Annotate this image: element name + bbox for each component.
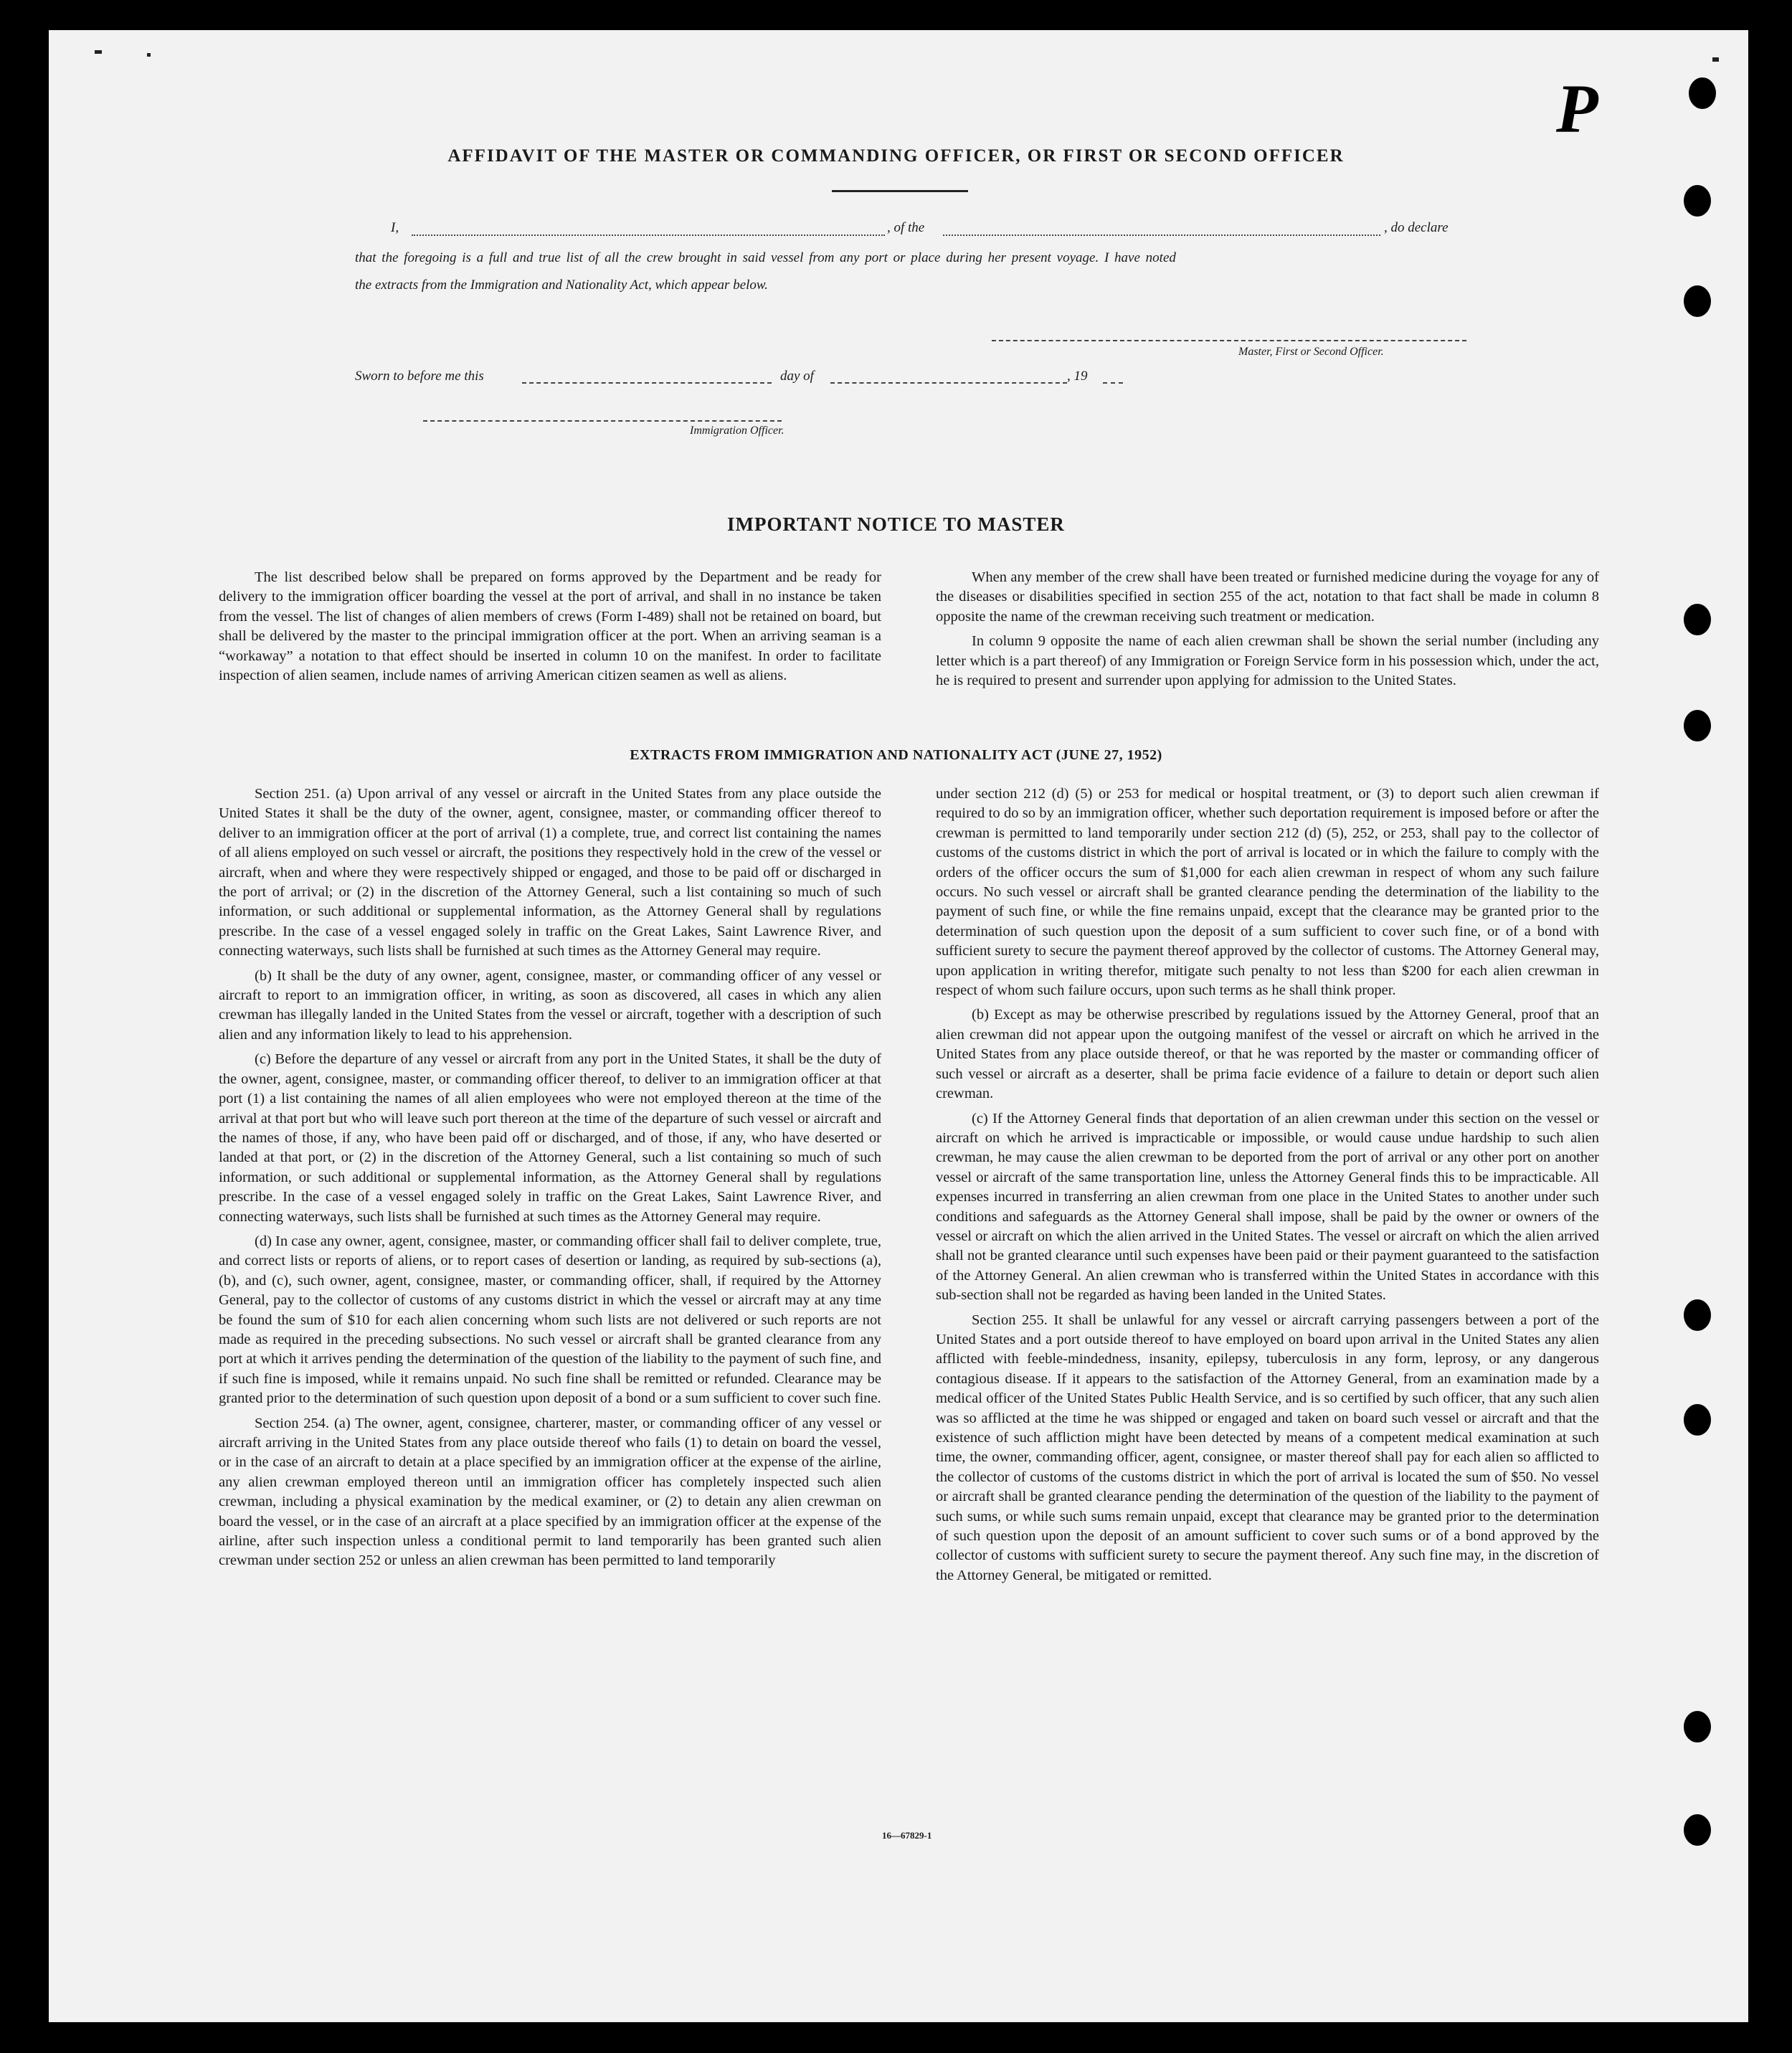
affidavit-i-label: I, — [391, 220, 399, 235]
affidavit-declare-label: , do declare — [1384, 220, 1449, 235]
extract-paragraph: Section 255. It shall be unlawful for any vessel or aircraft carrying passengers between a port of the United States and a port outside thereof to have employed on board upon arrival in the United States any alien afflicted with feeble-mindedness, insanity, epilepsy, tuberculosis in any form, leprosy, or any dangerous contagious disease. If it appears to the satisfaction of the Attorney General, from an examination made by a medical officer of the United States Public Health Service, and is so certified by such officer, that any such alien was so afflicted at the time he was shipped or engaged and taken on board such vessel or aircraft and that the existence of such affliction might have been detected by means of a competent medical examination at such time, the owner, commanding officer, agent, consignee, or master thereof shall pay for each alien so afflicted to the collector of customs of the customs district in which the port of arrival is located the sum of $50. No vessel or aircraft shall be granted clearance pending the determination of the question of the liability to the payment of such sums, or while such sums remain unpaid, except that clearance may be granted prior to the determination of such question upon the deposit of an amount sufficient to cover such sums or of a bond approved by the collector of customs with sufficient surety to secure the payment thereof. Any such fine may, in the discretion of the Attorney General, be mitigated or remitted. — [936, 1312, 1599, 1583]
notice-paragraph: In column 9 opposite the name of each alien crewman shall be shown the serial number (including any letter which is a part thereof) of any Immigration or Foreign Service form in his possession which, under the act, he is required to present and surrender upon applying for admission to the United States. — [936, 633, 1599, 689]
form-code: 16—67829-1 — [882, 1830, 932, 1841]
sworn-label: Sworn to before me this — [355, 369, 484, 384]
scan-speck — [147, 53, 151, 57]
sworn-day-field[interactable] — [522, 382, 772, 384]
affidavit-statement-line: that the foregoing is a full and true list of all the crew brought in said vessel from any port or place during her present voyage. I have noted — [355, 250, 1176, 265]
extract-paragraph: (c) Before the departure of any vessel or aircraft from any port in the United States, it shall be the duty of the owner, agent, consignee, master, or commanding officer thereof, to deliver to an immigration officer at that port (1) a list containing the names of all alien employees who were not employed thereon at the time of the arrival at that port but who will leave such port thereon at the time of the departure of such vessel or aircraft and the names of those, if any, who have been paid off or discharged, and of those, if any, who have deserted or landed at that port, or (2) in the discretion of the Attorney General, such a list containing so much of such information, or such additional or supplemental information, as the Attorney General shall by regulations prescribe. In the case of a vessel engaged solely in traffic on the Great Lakes, Saint Lawrence River, and connecting waterways, such lists shall be furnished at such times as the Attorney General may require. — [219, 1051, 881, 1225]
extract-paragraph: Section 254. (a) The owner, agent, consignee, charterer, master, or commanding officer of any vessel or aircraft arriving in the United States from any place outside thereof who fails (1) to detain on board the vessel, or in the case of an aircraft to detain at a place specified by an immigration officer at the expense of the airline, any alien crewman employed thereon until an immigration officer has completely inspected such alien crewman, including a physical examination by the medical examiner, or (2) to detain any alien crewman on board the vessel, or in the case of an aircraft at a place specified by an immigration officer at the expense of the airline, after such inspection unless a conditional permit to land temporarily has been granted such alien crewman under section 252 or unless an alien crewman has been permitted to land temporarily — [219, 1415, 881, 1569]
extract-paragraph: under section 212 (d) (5) or 253 for medical or hospital treatment, or (3) to deport such alien crewman if required to do so by an immigration officer, whether such deportation requirement is imposed before or after the crewman is permitted to land temporarily under section 212 (d) (5), 252, or 253, shall pay to the collector of customs of the customs district in which the port of arrival is located or in which the failure to comply with the orders of the officer occurs the sum of $1,000 for each alien crewman in respect of whom any such failure occurs. No such vessel or aircraft shall be granted clearance pending the determination of the liability to the payment of such fine, or while the fine remains unpaid, except that the clearance may be granted prior to the determination of such question upon the deposit of a sum sufficient to cover such fine, or of a bond with sufficient surety to secure the payment thereof approved by the collector of customs. The Attorney General may, upon application in writing therefor, mitigate such penalty to not less than $200 for each alien crewman in respect of whom such failure occurs, upon such terms as he shall think proper. — [936, 786, 1599, 999]
day-of-label: day of — [780, 369, 814, 384]
punch-hole — [1684, 1814, 1711, 1846]
punch-hole — [1684, 604, 1711, 635]
punch-hole — [1684, 185, 1711, 217]
vessel-name-field[interactable] — [943, 234, 1380, 236]
year-prefix-label: , 19 — [1067, 369, 1088, 384]
handwritten-p-mark: P — [1556, 70, 1598, 147]
master-signature-field[interactable] — [992, 340, 1466, 341]
punch-hole — [1684, 1711, 1711, 1743]
punch-hole — [1684, 1404, 1711, 1436]
punch-hole — [1689, 77, 1716, 109]
extract-paragraph: (d) In case any owner, agent, consignee, master, or commanding officer shall fail to deliver complete, true, and correct lists or reports of aliens, or to report cases of desertion or landing, as required by sub-sections (a), (b), and (c), such owner, agent, consignee, master, or commanding officer, shall, if required by the Attorney General, pay to the collector of customs of any customs district in which the vessel or aircraft may at any time be found the sum of $10 for each alien concerning whom such lists are not delivered or such reports are not made as required in the preceding subsections. No such vessel or aircraft shall be granted clearance from any port at which it arrives pending the determination of the question of the liability to the payment of such fine, and if such fine is imposed, while it remains unpaid. No such fine shall be remitted or refunded. Clearance may be granted prior to the determination of such question upon deposit of a bond or a sum sufficient to cover such fine. — [219, 1233, 881, 1407]
notice-right-column — [936, 568, 1599, 696]
affidavit-title: AFFIDAVIT OF THE MASTER OR COMMANDING OFFICER, OR FIRST OR SECOND OFFICER — [447, 146, 1345, 166]
sworn-year-field[interactable] — [1103, 382, 1123, 384]
extract-paragraph: (b) It shall be the duty of any owner, agent, consignee, master, or commanding officer of any vessel or aircraft to report to an immigration officer, in writing, as soon as discovered, all cases in which any alien crewman has illegally landed in the United States from the vessel or aircraft, together with a description of such alien and any information likely to lead to his apprehension. — [219, 967, 881, 1043]
affidavit-statement-line-2: the extracts from the Immigration and Nationality Act, which appear below. — [355, 278, 768, 293]
extracts-title: EXTRACTS FROM IMMIGRATION AND NATIONALITY ACT (JUNE 27, 1952) — [630, 747, 1162, 763]
punch-hole — [1684, 285, 1711, 317]
master-signature-label: Master, First or Second Officer. — [1238, 346, 1384, 358]
extract-paragraph: Section 251. (a) Upon arrival of any vessel or aircraft in the United States from any place outside the United States it shall be the duty of the owner, agent, consignee, master, or commanding officer thereof to deliver to an immigration officer at the port of arrival (1) a complete, true, and correct list containing the names of all aliens employed on such vessel or aircraft, the positions they respectively hold in the crew of the vessel or aircraft, when and where they were respectively shipped or engaged, and those to be paid off or discharged in the port of arrival; or (2) in the discretion of the Attorney General, such a list containing so much of such information, or such additional or supplemental information, as the Attorney General shall by regulations prescribe. In the case of a vessel engaged solely in traffic on the Great Lakes, Saint Lawrence River, and connecting waterways, such lists shall be furnished at such times as the Attorney General may require. — [219, 786, 881, 959]
affidavit-of-the-label: , of the — [887, 220, 925, 235]
punch-hole — [1684, 710, 1711, 741]
title-rule — [832, 190, 968, 192]
sworn-month-field[interactable] — [830, 382, 1067, 384]
punch-hole — [1684, 1299, 1711, 1331]
scan-speck — [1712, 57, 1719, 62]
extract-paragraph: (c) If the Attorney General finds that deportation of an alien crewman under this section on the vessel or aircraft on which he arrived is impracticable or impossible, or would cause undue hardship to such alien crewman, he may cause the alien crewman to be deported from the port of arrival or any other port on another vessel or aircraft of the same transportation line, unless the Attorney General finds this to be impracticable. All expenses incurred in transferring an alien crewman from one place in the United States to another under such conditions and safeguards as the Attorney General shall impose, shall be paid by the owner or owners of the vessel or aircraft on which the alien arrived in the United States. The vessel or aircraft on which the alien arrived shall not be granted clearance until such expenses have been paid or their payment guaranteed to the satisfaction of the Attorney General. An alien crewman who is transferred within the United States in accordance with this sub-section shall not be regarded as having been landed in the United States. — [936, 1110, 1599, 1304]
declarant-name-field[interactable] — [412, 234, 885, 236]
extract-paragraph: (b) Except as may be otherwise prescribed by regulations issued by the Attorney General, proof that an alien crewman did not appear upon the outgoing manifest of the vessel or aircraft on which he arrived in the United States from any place outside thereof, or that he was reported by the master or commanding officer of such vessel or aircraft as a deserter, shall be prima facie evidence of a failure to detain or deport such alien crewman. — [936, 1007, 1599, 1102]
scan-speck — [95, 50, 102, 54]
notice-paragraph: The list described below shall be prepared on forms approved by the Department and be ready for delivery to the immigration officer boarding the vessel at the port of arrival, and shall in no instance be taken from the vessel. The list of changes of alien members of crews (Form I-489) shall not be retained on board, but shall be delivered by the master to the principal immigration officer at the port. When an arriving seaman is a “workaway” a notation to that effect should be inserted in column 10 on the manifest. In order to facilitate inspection of alien seamen, include names of arriving American citizen seamen as well as aliens. — [219, 569, 881, 684]
extracts-right-column — [936, 784, 1599, 1590]
notice-paragraph: When any member of the crew shall have been treated or furnished medicine during the voyage for any of the diseases or disabilities specified in section 255 of the act, notation to that fact shall be made in column 8 opposite the name of the crewman receiving such treatment or medication. — [936, 569, 1599, 625]
extracts-left-column — [219, 784, 881, 1576]
immigration-officer-label: Immigration Officer. — [690, 425, 784, 437]
notice-left-column — [219, 568, 881, 691]
notice-title: IMPORTANT NOTICE TO MASTER — [727, 513, 1065, 535]
immigration-officer-signature-field[interactable] — [423, 420, 782, 422]
